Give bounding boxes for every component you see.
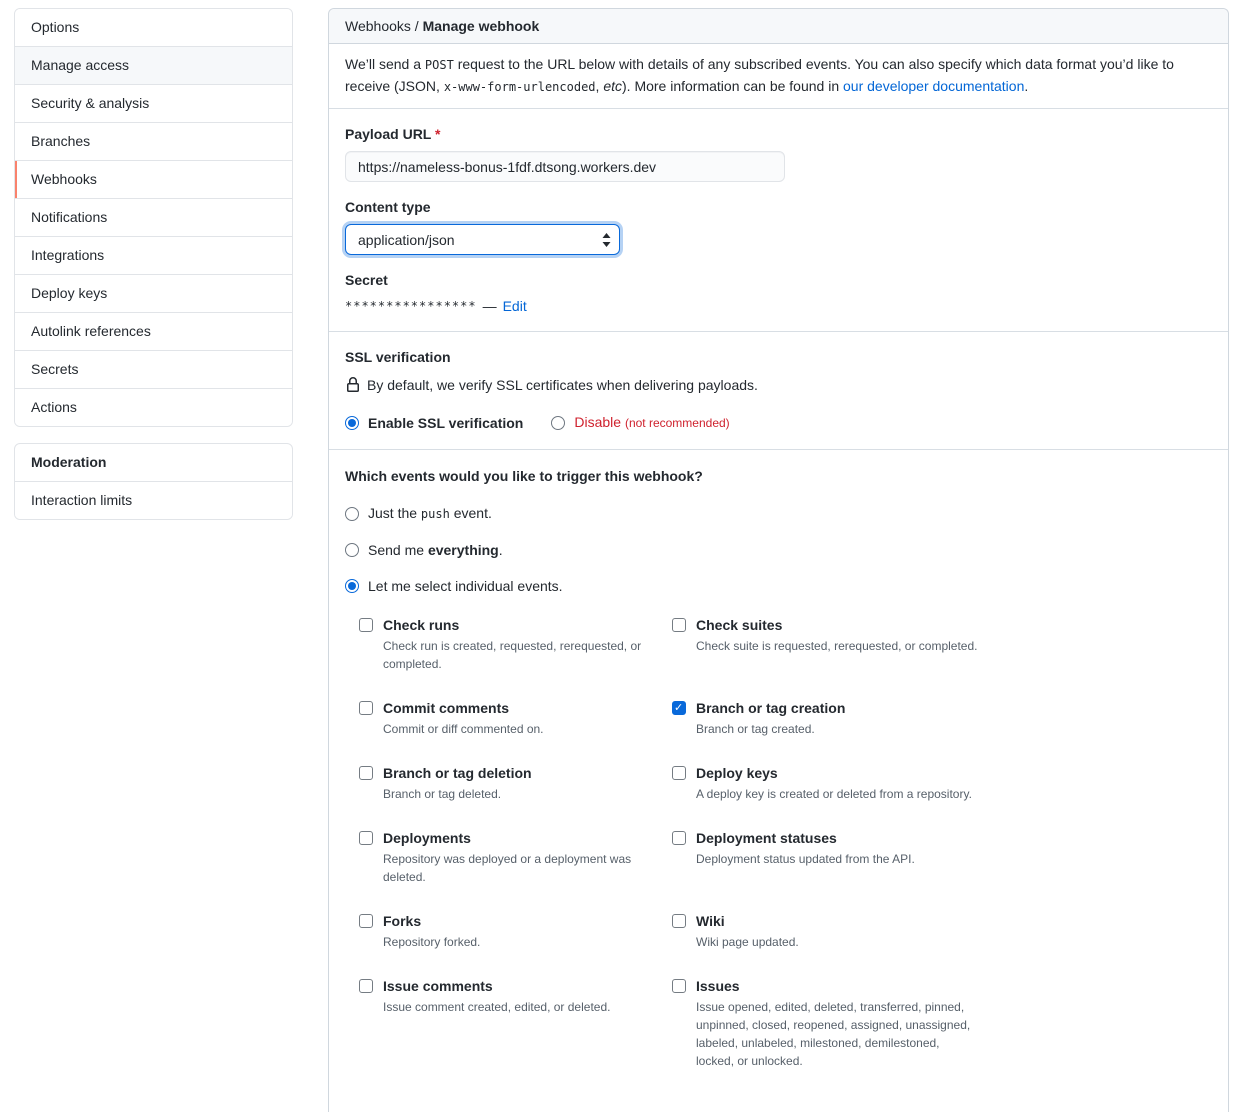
manage-webhook-panel	[328, 8, 1229, 1112]
developer-documentation-link[interactable]: our developer documentation	[843, 78, 1025, 94]
settings-sidebar	[14, 8, 293, 520]
individual-events-radio[interactable]: Let me select individual events.	[345, 576, 1212, 596]
event-checkbox-forks[interactable]	[359, 914, 373, 928]
urlencoded-code: x-www-form-urlencoded	[443, 80, 596, 94]
content-type-group	[345, 198, 1212, 255]
radio-dot-send-everything[interactable]	[345, 543, 359, 557]
sidebar-item-interaction-limits[interactable]: Interaction limits	[15, 481, 292, 519]
event-item-deploy-keys: Deploy keys A deploy key is created or deleted from a repository.	[672, 764, 985, 803]
event-checkbox-deploy-keys[interactable]	[672, 766, 686, 780]
radio-dot-enable-ssl[interactable]	[345, 416, 359, 430]
radio-dot-disable-ssl[interactable]	[551, 416, 565, 430]
event-checkbox-deployment-statuses[interactable]	[672, 831, 686, 845]
payload-url-input[interactable]	[345, 151, 785, 182]
radio-dot-individual-events[interactable]	[345, 579, 359, 593]
breadcrumb-current: Manage webhook	[422, 18, 540, 34]
sidebar-main-box	[14, 8, 293, 427]
event-item-deployment-statuses: Deployment statuses Deployment status updated from the API.	[672, 829, 985, 886]
ssl-note: By default, we verify SSL certificates when delivering payloads.	[345, 376, 1212, 394]
secret-dash: —	[482, 298, 497, 314]
webhook-intro-text: We’ll send a POST request to the URL below with details of any subscribed events. You can also specify which data format you’d like to receive (JSON, x-www-form-urlencoded, etc). More information can be found in our developer documentation.	[329, 44, 1228, 109]
sidebar-item-notifications[interactable]: Notifications	[15, 198, 292, 236]
sidebar-moderation-box	[14, 443, 293, 520]
sidebar-item-integrations[interactable]: Integrations	[15, 236, 292, 274]
sidebar-item-manage-access[interactable]: Manage access	[15, 46, 292, 84]
event-checkbox-issue-comments[interactable]	[359, 979, 373, 993]
event-checkbox-branch-or-tag-creation[interactable]	[672, 701, 686, 715]
breadcrumb	[329, 9, 1228, 44]
payload-url-label: Payload URL *	[345, 126, 441, 142]
event-item-check-suites: Check suites Check suite is requested, rerequested, or completed.	[672, 616, 985, 673]
secret-masked-value: ****************	[345, 299, 477, 313]
content-type-value: application/json	[358, 231, 455, 248]
event-item-issue-comments: Issue comments Issue comment created, edited, or deleted.	[359, 977, 672, 1070]
event-item-issues: Issues Issue opened, edited, deleted, transferred, pinned, unpinned, closed, reopened, assigned, unassigned, labeled, unlabeled, milestoned, demilestoned, locked, or unlocked.	[672, 977, 985, 1070]
events-section	[329, 450, 1228, 1112]
post-code: POST	[424, 58, 454, 72]
caret-updown-icon	[602, 233, 611, 247]
disable-ssl-radio[interactable]: Disable (not recommended)	[551, 412, 729, 433]
event-item-wiki: Wiki Wiki page updated.	[672, 912, 985, 951]
event-checkbox-commit-comments[interactable]	[359, 701, 373, 715]
payload-url-group	[345, 125, 1212, 182]
events-question: Which events would you like to trigger this webhook?	[345, 468, 703, 484]
sidebar-item-deploy-keys[interactable]: Deploy keys	[15, 274, 292, 312]
event-checkbox-deployments[interactable]	[359, 831, 373, 845]
send-everything-radio[interactable]: Send me everything.	[345, 540, 1212, 560]
required-asterisk: *	[435, 126, 441, 142]
sidebar-item-branches[interactable]: Branches	[15, 122, 292, 160]
event-item-forks: Forks Repository forked.	[359, 912, 672, 951]
event-item-check-runs: Check runs Check run is created, requested, rerequested, or completed.	[359, 616, 672, 673]
radio-dot-just-push[interactable]	[345, 507, 359, 521]
ssl-section-title: SSL verification	[345, 349, 451, 365]
events-grid	[359, 616, 987, 1096]
enable-ssl-radio[interactable]: Enable SSL verification	[345, 413, 523, 433]
event-checkbox-check-runs[interactable]	[359, 618, 373, 632]
sidebar-item-secrets[interactable]: Secrets	[15, 350, 292, 388]
breadcrumb-separator: /	[414, 18, 419, 34]
event-checkbox-issues[interactable]	[672, 979, 686, 993]
content-type-label: Content type	[345, 199, 431, 215]
secret-group	[345, 271, 1212, 315]
event-checkbox-wiki[interactable]	[672, 914, 686, 928]
breadcrumb-webhooks-link[interactable]: Webhooks	[345, 18, 411, 34]
just-push-radio[interactable]: Just the push event.	[345, 503, 1212, 524]
secret-label: Secret	[345, 272, 388, 288]
event-checkbox-check-suites[interactable]	[672, 618, 686, 632]
content-type-select[interactable]	[345, 224, 620, 255]
sidebar-item-options[interactable]: Options	[15, 9, 292, 46]
secret-edit-link[interactable]: Edit	[502, 298, 527, 314]
lock-icon	[345, 377, 361, 393]
sidebar-item-webhooks[interactable]: Webhooks	[15, 160, 292, 198]
sidebar-item-autolink-references[interactable]: Autolink references	[15, 312, 292, 350]
ssl-verification-section	[329, 332, 1228, 450]
event-checkbox-branch-or-tag-deletion[interactable]	[359, 766, 373, 780]
event-item-branch-or-tag-creation: ✓ Branch or tag creation Branch or tag created.	[672, 699, 985, 738]
event-item-deployments: Deployments Repository was deployed or a deployment was deleted.	[359, 829, 672, 886]
sidebar-item-actions[interactable]: Actions	[15, 388, 292, 426]
sidebar-main-list	[15, 9, 292, 426]
event-item-commit-comments: Commit comments Commit or diff commented on.	[359, 699, 672, 738]
sidebar-item-security-analysis[interactable]: Security & analysis	[15, 84, 292, 122]
sidebar-moderation-header: Moderation	[31, 454, 107, 470]
webhook-form-section	[329, 109, 1228, 332]
event-item-branch-or-tag-deletion: Branch or tag deletion Branch or tag deleted.	[359, 764, 672, 803]
